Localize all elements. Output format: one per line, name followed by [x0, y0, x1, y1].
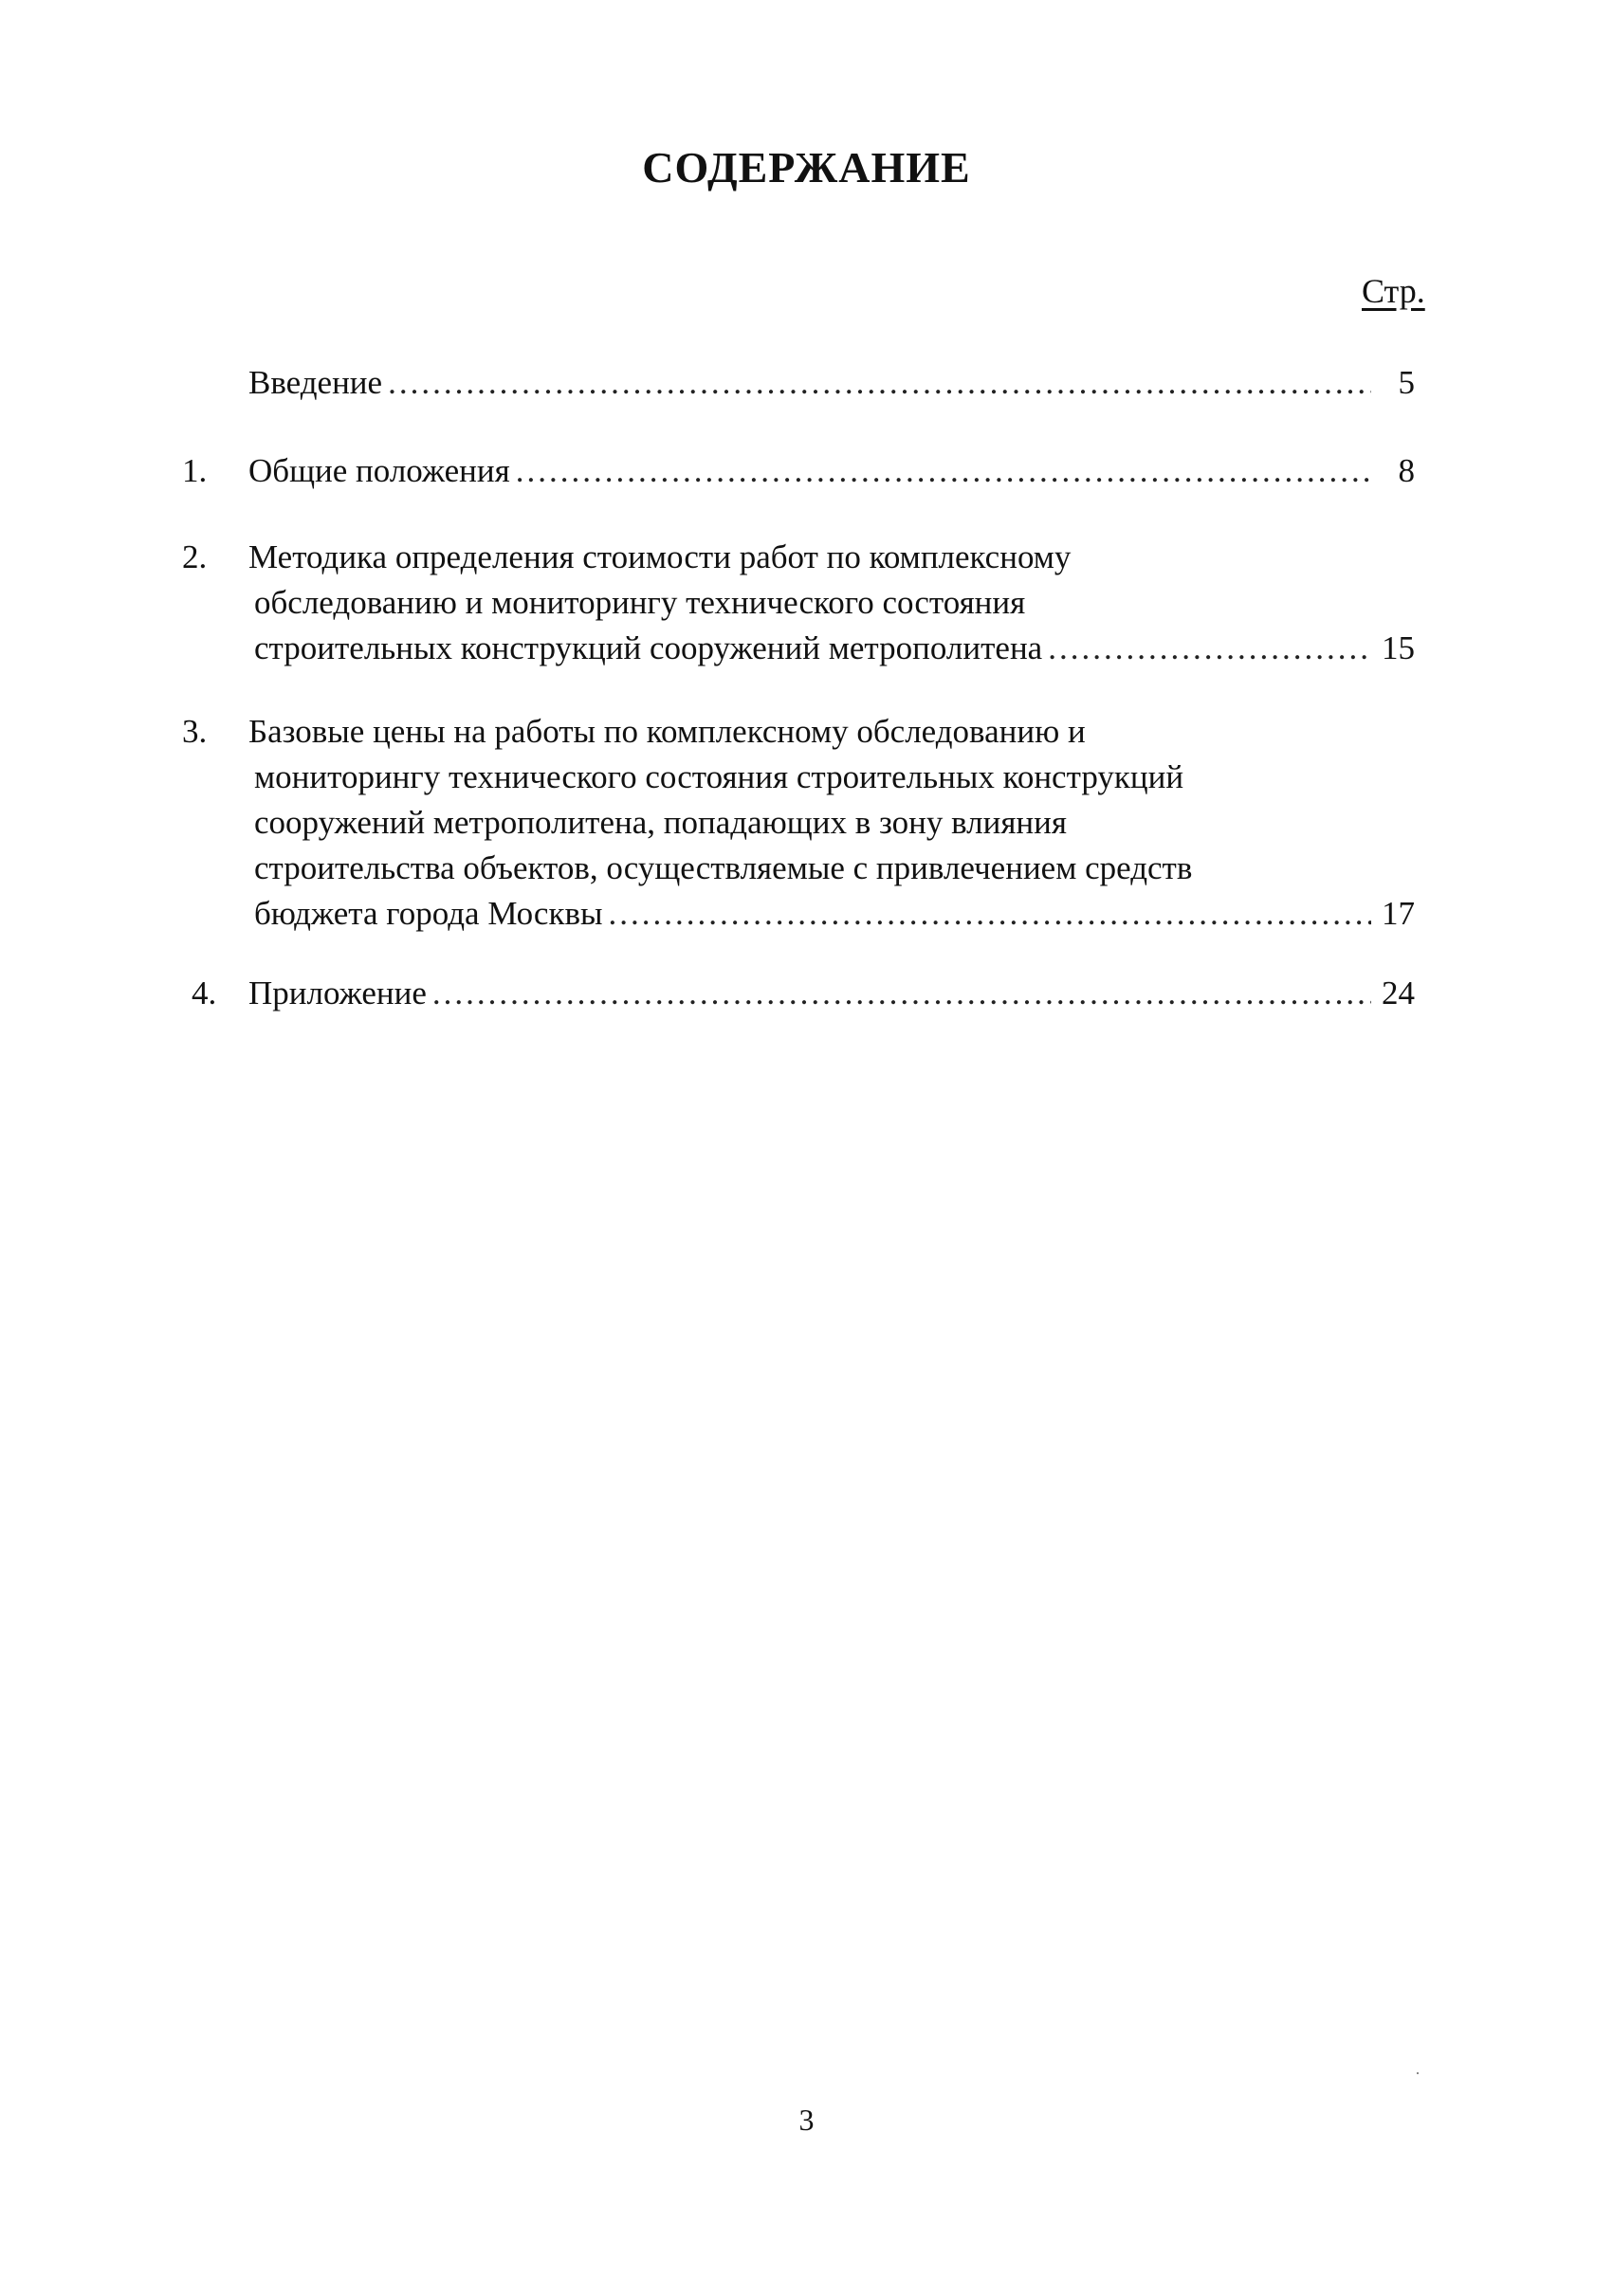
- toc-entry-title-line: Базовые цены на работы по комплексному обследованию и: [248, 713, 1086, 750]
- page-column-header: Стр.: [1362, 272, 1425, 310]
- toc-entry-page: 5: [1398, 364, 1415, 401]
- toc-entry-title: Приложение: [248, 975, 427, 1011]
- toc-entry-body: [248, 448, 1415, 494]
- toc-entry-last-line: [248, 626, 1415, 671]
- toc-entry-number: 3.: [182, 713, 208, 750]
- page-title: СОДЕРЖАНИЕ: [642, 143, 971, 191]
- toc-leader-dots: [432, 971, 1371, 1016]
- toc-entry-last-line: [248, 448, 1415, 494]
- toc-leader-dots: [516, 448, 1371, 494]
- toc-entry-number: 2.: [182, 538, 208, 575]
- toc-leader-dots: [609, 891, 1371, 937]
- toc-entry-number: 1.: [182, 452, 208, 489]
- toc-entry-last-line: [248, 891, 1415, 937]
- toc-entry-last-line: [248, 971, 1415, 1016]
- toc-entry-title-line: мониторингу технического состояния строительных конструкций: [254, 758, 1184, 795]
- toc-entry-body: [248, 535, 1415, 671]
- toc-entry-title: Введение: [248, 364, 383, 401]
- toc-entry-body: [248, 360, 1415, 406]
- toc-entry-title-line: строительства объектов, осуществляемые с привлечением средств: [254, 849, 1193, 886]
- toc-leader-dots: [388, 360, 1371, 406]
- toc-entry-page: 24: [1382, 975, 1415, 1011]
- toc-entry-number: 4.: [192, 975, 217, 1011]
- scan-speck: [1417, 2072, 1419, 2074]
- toc-entry-title-line: сооружений метрополитена, попадающих в зону влияния: [254, 804, 1067, 841]
- toc-entry-last-line: [248, 360, 1415, 406]
- toc-entry-page: 8: [1398, 452, 1415, 489]
- toc-entry-title-line: обследованию и мониторингу технического состояния: [254, 584, 1026, 621]
- toc-entry-title: Общие положения: [248, 452, 510, 489]
- toc-entry-page: 17: [1382, 895, 1415, 932]
- toc-entry-body: [248, 709, 1415, 937]
- toc-entry-title-line: Методика определения стоимости работ по комплексному: [248, 538, 1072, 575]
- toc-leader-dots: [1048, 626, 1371, 671]
- page-number: 3: [798, 2103, 815, 2137]
- toc-entry-page: 15: [1382, 629, 1415, 666]
- toc-entry-title-line: бюджета города Москвы: [254, 895, 603, 932]
- toc-entry-title-line: строительных конструкций сооружений метрополитена: [254, 629, 1043, 666]
- toc-entry-body: [248, 971, 1415, 1016]
